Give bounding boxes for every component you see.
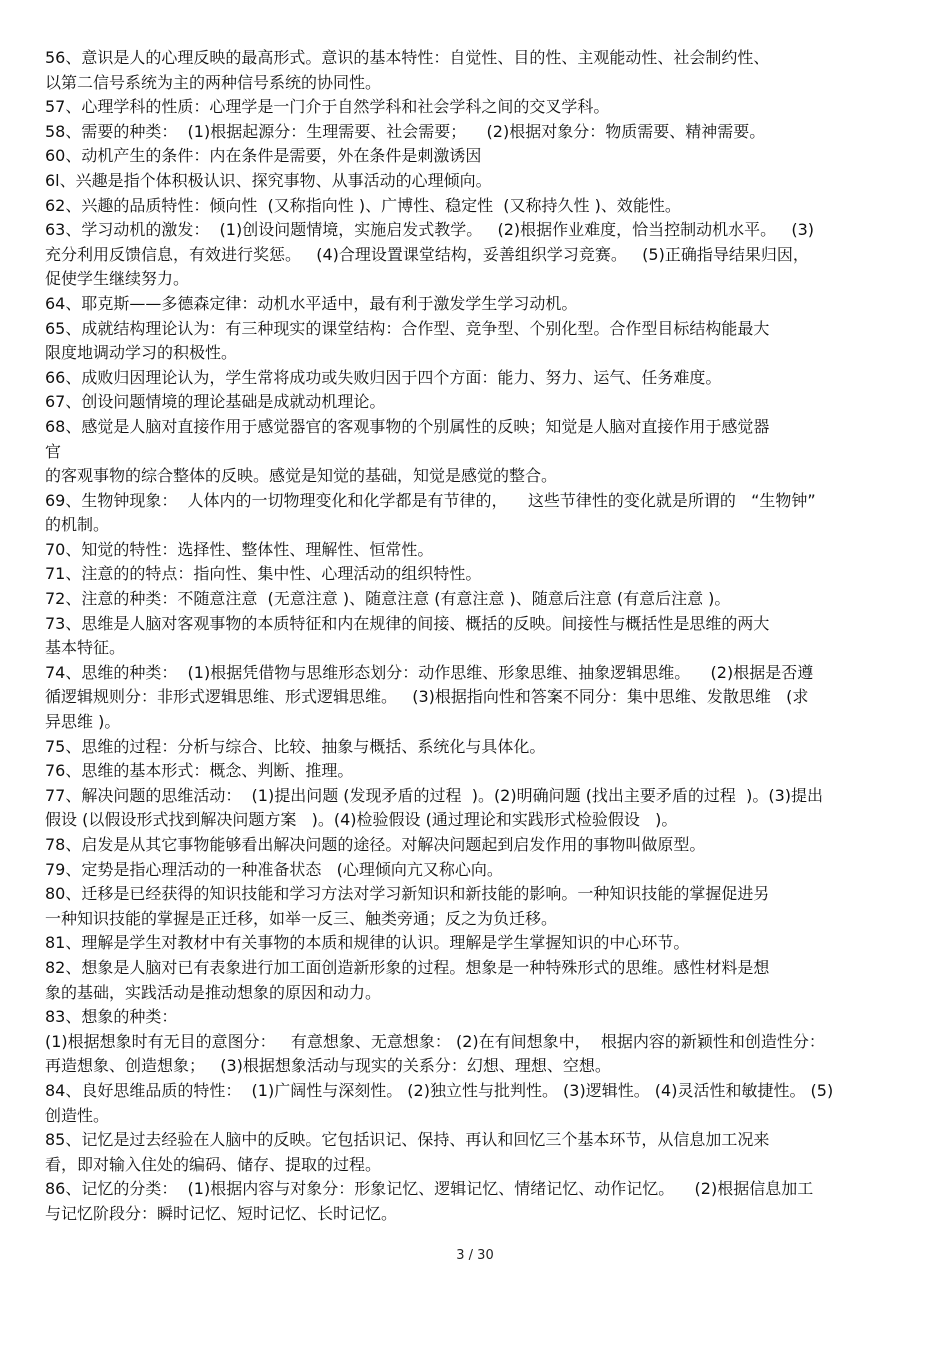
text-line: 71、注意的的特点：指向性、集中性、心理活动的组织特性。	[45, 564, 482, 584]
text-line: 56、意识是人的心理反映的最高形式。意识的基本特性：自觉性、目的性、主观能动性、社会制约性、	[45, 48, 770, 67]
text-line: 63、学习动机的激发： (1)创设问题情境，实施启发式教学。 (2)根据作业难度，恰当控制动机水平。 (3)	[45, 220, 815, 240]
text-line: 促使学生继续努力。	[45, 269, 190, 289]
text-line: 73、思维是人脑对客观事物的本质特征和内在规律的间接、概括的反映。间接性与概括性是思维的两大	[45, 613, 770, 633]
text-line: 官	[45, 441, 62, 461]
text-line: 69、生物钟现象： 人体内的一切物理变化和化学都是有节律的， 这些节律性的变化就是所谓的 “生物钟”	[45, 490, 816, 510]
text-line: 的客观事物的综合整体的反映。感觉是知觉的基础，知觉是感觉的整合。	[45, 466, 558, 486]
text-line: 62、兴趣的品质特性：倾向性 (又称指向性 )、广博性、稳定性 (又称持久性 )、效能性。	[45, 195, 681, 215]
text-line: 82、想象是人脑对已有表象进行加工面创造新形象的过程。想象是一种特殊形式的思维。感性材料是想	[45, 957, 770, 977]
text-line: 限度地调动学习的积极性。	[45, 343, 238, 363]
text-line: 基本特征。	[45, 638, 126, 658]
text-line: 84、良好思维品质的特性： (1)广阔性与深刻性。 (2)独立性与批判性。 (3)逻辑性。 (4)灵活性和敏捷性。 (5)	[45, 1080, 834, 1100]
text-line: (1)根据想象时有无目的意图分： 有意想象、无意想象： (2)在有间想象中， 根据内容的新颖性和创造性分：	[45, 1031, 825, 1051]
text-line: 81、理解是学生对教材中有关事物的本质和规律的认识。理解是学生掌握知识的中心环节。	[45, 933, 690, 953]
text-line: 74、思维的种类： (1)根据凭借物与思维形态划分：动作思维、形象思维、抽象逻辑思维。 (2)根据是否遵	[45, 662, 814, 682]
text-line: 77、解决问题的思维活动： (1)提出问题 (发现矛盾的过程 )。(2)明确问题 (找出主要矛盾的过程 )。(3)提出	[45, 785, 824, 805]
text-line: 57、心理学科的性质：心理学是一门介于自然学科和社会学科之间的交叉学科。	[45, 97, 610, 117]
text-line: 与记忆阶段分：瞬时记忆、短时记忆、长时记忆。	[45, 1203, 398, 1223]
text-line: 64、耶克斯——多德森定律：动机水平适中，最有利于激发学生学习动机。	[45, 293, 578, 313]
text-line: 68、感觉是人脑对直接作用于感觉器官的客观事物的个别属性的反映；知觉是人脑对直接作用于感觉器	[45, 416, 770, 436]
text-line: 的机制。	[45, 515, 110, 535]
page-body-text	[45, 46, 907, 1227]
text-line: 异思维 )。	[45, 712, 121, 732]
text-line: 58、需要的种类： (1)根据起源分：生理需要、社会需要； (2)根据对象分：物质需要、精神需要。	[45, 121, 766, 141]
text-line: 78、启发是从其它事物能够看出解决问题的途径。对解决问题起到启发作用的事物叫做原型。	[45, 835, 706, 854]
text-line: 67、创设问题情境的理论基础是成就动机理论。	[45, 392, 386, 412]
text-line: 79、定势是指心理活动的一种准备状态 (心理倾向亢又称心向。	[45, 859, 503, 879]
text-line: 一种知识技能的掌握是正迁移，如举一反三、触类旁通；反之为负迁移。	[45, 908, 558, 928]
text-line: 66、成败归因理论认为，学生常将成功或失败归因于四个方面：能力、努力、运气、任务难度。	[45, 367, 722, 387]
text-line: 充分利用反馈信息，有效进行奖惩。 (4)合理设置课堂结构，妥善组织学习竞赛。 (5)正确指导结果归因，	[45, 244, 809, 264]
text-line: 创造性。	[45, 1105, 110, 1125]
text-line: 70、知觉的特性：选择性、整体性、理解性、恒常性。	[45, 539, 434, 559]
text-line: 80、迁移是已经获得的知识技能和学习方法对学习新知识和新技能的影响。一种知识技能的掌握促进另	[45, 884, 770, 904]
text-line: 看，即对输入住处的编码、储存、提取的过程。	[45, 1154, 382, 1174]
text-line: 循逻辑规则分：非形式逻辑思维、形式逻辑思维。 (3)根据指向性和答案不同分：集中思维、发散思维 (求	[45, 687, 809, 707]
text-line: 假设 (以假设形式找到解决问题方案 )。(4)检验假设 (通过理论和实践形式检验假设 )。	[45, 810, 678, 830]
text-line: 以第二信号系统为主的两种信号系统的协同性。	[45, 72, 382, 92]
page-number: 3 / 30	[456, 1248, 494, 1263]
text-line: 60、动机产生的条件：内在条件是需要，外在条件是刺激诱因	[45, 146, 482, 166]
text-line: 85、记忆是过去经验在人脑中的反映。它包括识记、保持、再认和回忆三个基本环节，从信息加工况来	[45, 1130, 770, 1150]
text-line: 76、思维的基本形式：概念、判断、推理。	[45, 761, 354, 781]
text-line: 6l、兴趣是指个体积极认识、探究事物、从事活动的心理倾向。	[45, 170, 492, 190]
text-line: 83、想象的种类：	[45, 1007, 178, 1027]
text-line: 86、记忆的分类： (1)根据内容与对象分：形象记忆、逻辑记忆、情绪记忆、动作记忆。 (2)根据信息加工	[45, 1179, 814, 1199]
text-line: 象的基础，实践活动是推动想象的原因和动力。	[45, 982, 382, 1002]
text-line: 再造想象、创造想象； (3)根据想象活动与现实的关系分：幻想、理想、空想。	[45, 1056, 611, 1076]
text-line: 75、思维的过程：分析与综合、比较、抽象与概括、系统化与具体化。	[45, 736, 546, 756]
text-line: 65、成就结构理论认为：有三种现实的课堂结构：合作型、竞争型、个别化型。合作型目标结构能最大	[45, 318, 770, 338]
text-line: 72、注意的种类：不随意注意 (无意注意 )、随意注意 (有意注意 )、随意后注意 (有意后注意 )。	[45, 589, 731, 609]
